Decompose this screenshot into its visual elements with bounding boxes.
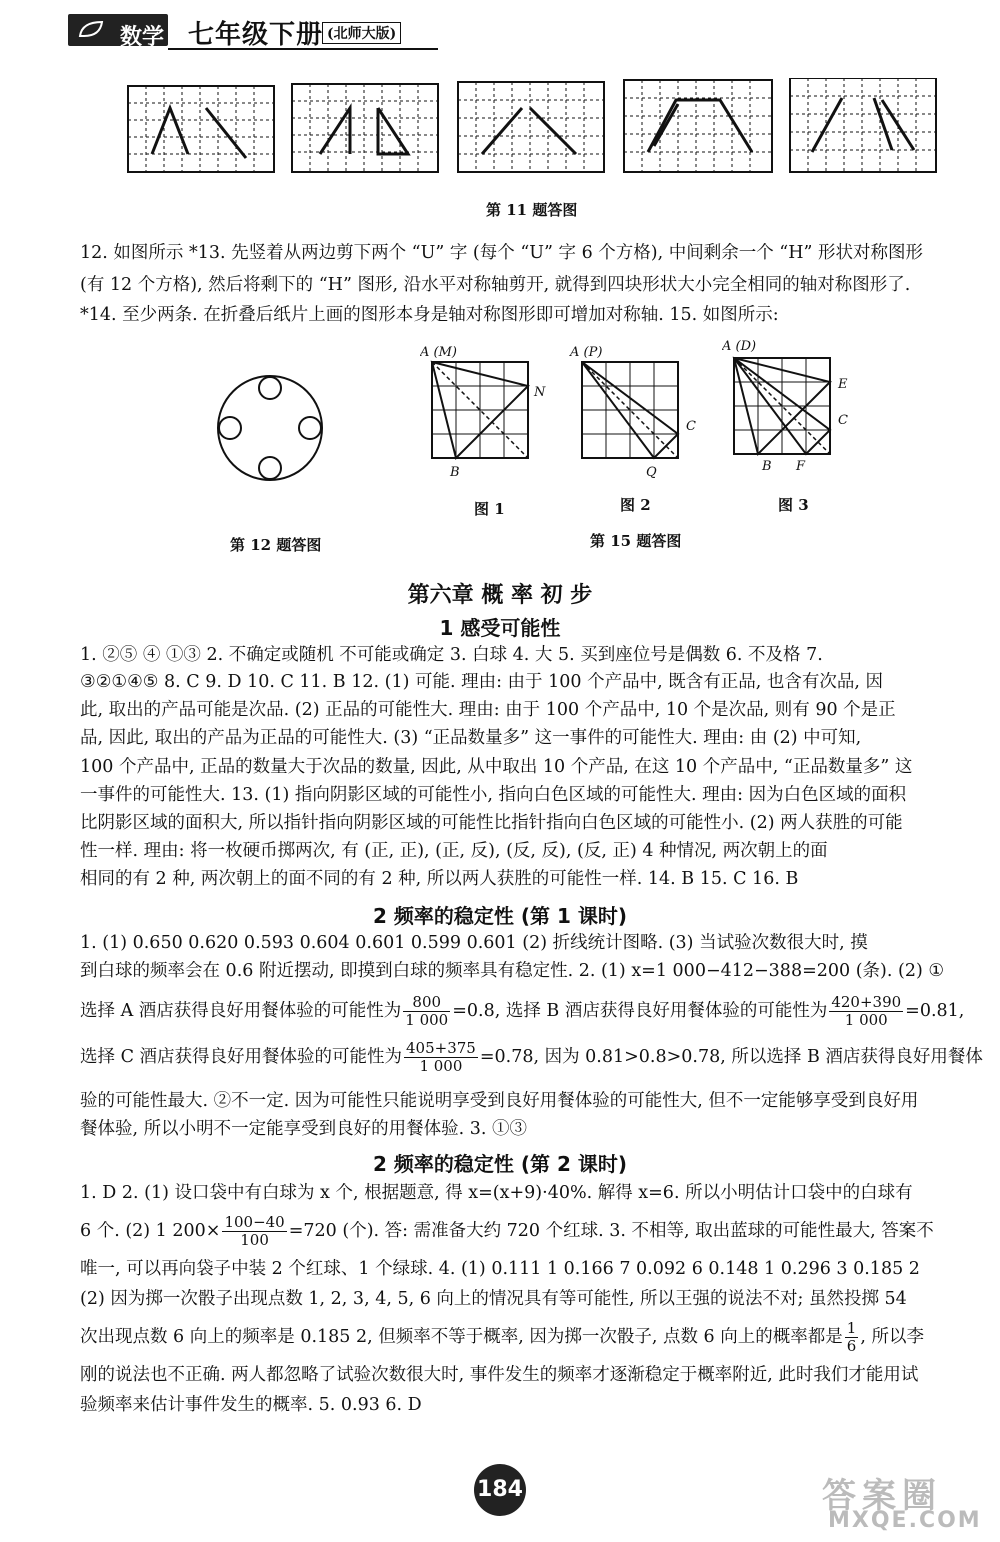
sec1-line-7: 比阴影区域的面积大, 所以指针指向阴影区域的可能性比指针指向白色区域的可能性小. (2) 两人获胜的可能 (80, 813, 903, 833)
fraction-100-40: $\frac{100-40}{100}$ (224, 1213, 285, 1249)
grid-panel-3 (458, 82, 604, 172)
q12-13-line1: 12. 如图所示 *13. 先竖着从两边剪下两个 “U” 字 (每个 “U” 字 6 个方格), 中间剩余一个 “H” 形状对称图形 (80, 243, 924, 263)
sec1-line-9: 相同的有 2 种, 两次朝上的面不同的有 2 种, 所以两人获胜的可能性一样. 14. B 15. C 16. B (80, 869, 799, 889)
fig3-label-e: E (838, 377, 848, 392)
page-header (60, 4, 430, 60)
sec2a-line-6: 餐体验, 所以小明不一定能享受到良好的用餐体验. 3. ①③ (80, 1119, 528, 1139)
page-number: 184 (474, 1464, 526, 1516)
header-title: 七年级下册 (188, 20, 324, 50)
chapter-title: 第六章 概 率 初 步 (407, 583, 593, 608)
fig3-label-b: B (762, 459, 772, 474)
grid-panel-2 (292, 84, 438, 172)
fig3-label-a: A (D) (722, 339, 757, 354)
sec1-line-1: 1. ②⑤ ④ ①③ 2. 不确定或随机 不可能或确定 3. 白球 4. 大 5. 买到座位号是偶数 6. 不及格 7. (80, 645, 823, 665)
q12-13-line2: (有 12 个方格), 然后将剩下的 “H” 图形, 沿水平对称轴剪开, 就得到四块形状大小完全相同的轴对称图形了. (80, 275, 911, 295)
fig3-label-c: C (838, 413, 848, 428)
sec1-line-8: 性一样. 理由: 将一枚硬币掷两次, 有 (正, 正), (正, 反), (反, 反), (反, 正) 4 种情况, 两次朝上的面 (80, 841, 828, 861)
sec2b-line-1: 1. D 2. (1) 设口袋中有白球为 x 个, 根据题意, 得 x=(x+9)·40%. 解得 x=6. 所以小明估计口袋中的白球有 (80, 1183, 913, 1203)
sec2a-line-2: 到白球的频率会在 0.6 附近摆动, 即摸到白球的频率具有稳定性. 2. (1) x=1 000−412−388=200 (条). (2) ① (80, 961, 945, 981)
fig12-caption: 第 12 题答图 (230, 536, 322, 554)
section2a-title: 2 频率的稳定性 (第 1 课时) (373, 904, 627, 928)
fig15-figure2 (568, 340, 703, 490)
watermark-en: MXQE.COM (828, 1508, 982, 1533)
fig15-sub-3: 图 3 (778, 496, 809, 514)
grid-panel-1 (128, 86, 274, 172)
sec2a-line-4: 选择 C 酒店获得良好用餐体验的可能性为 $\frac{405+375}{1 000}$ =0.78, 因为 0.81>0.8>0.78, 所以选择 B 酒店获得良好用餐体 (80, 1039, 983, 1075)
sec2a-line-5: 验的可能性最大. ②不一定. 因为可能性只能说明享受到良好用餐体验的可能性大, 但不一定能够享受到良好用 (80, 1091, 919, 1111)
fraction-405-375: $\frac{405+375}{1 000}$ (406, 1039, 476, 1075)
fig15-sub-2: 图 2 (620, 496, 651, 514)
leaf-icon (78, 20, 106, 40)
fig15-figure1 (420, 340, 555, 490)
sec2b-line-7: 验频率来估计事件发生的概率. 5. 0.93 6. D (80, 1395, 422, 1415)
fig2-label-q: Q (646, 465, 657, 480)
header-subject: 数学 (120, 24, 165, 50)
fraction-1-6: $\frac{1}{6}$ (846, 1319, 857, 1355)
sec1-line-5: 100 个产品中, 正品的数量大于次品的数量, 因此, 从中取出 10 个产品, 在这 10 个产品中, “正品数量多” 这 (80, 757, 913, 777)
sec2b-line-2: 6 个. (2) 1 200× $\frac{100-40}{100}$ =720 (个). 答: 需准备大约 720 个红球. 3. 不相等, 取出蓝球的可能性最大, 答案不 (80, 1213, 934, 1249)
fraction-420-390: $\frac{420+390}{1 000}$ (831, 993, 902, 1029)
sec2b-line-5: 次出现点数 6 向上的频率是 0.185 2, 但频率不等于概率, 因为掷一次骰子, 点数 6 向上的概率都是 $\frac{1}{6}$ , 所以李 (80, 1319, 924, 1355)
fig15-caption: 第 15 题答图 (590, 532, 682, 550)
header-rule (168, 48, 438, 50)
sec2b-line-4: (2) 因为掷一次骰子出现点数 1, 2, 3, 4, 5, 6 向上的情况具有等可能性, 所以王强的说法不对; 虽然投掷 54 (80, 1289, 907, 1309)
fig1-label-n: N (534, 385, 546, 400)
header-edition: (北师大版) (322, 22, 401, 44)
sec1-line-3: 此, 取出的产品可能是次品. (2) 正品的可能性大. 理由: 由于 100 个产品中, 10 个是次品, 则有 90 个是正 (80, 700, 896, 720)
watermark-cn: 答案圈 (822, 1476, 942, 1516)
section1-title: 1 感受可能性 (439, 616, 561, 640)
grid-panel-4 (624, 80, 772, 172)
fig11-grids (120, 78, 940, 193)
fig2-label-c: C (686, 419, 696, 434)
fig15-figure3 (722, 332, 862, 482)
q14-15-line: *14. 至少两条. 在折叠后纸片上画的图形本身是轴对称图形即可增加对称轴. 15. 如图所示: (80, 305, 779, 325)
fig1-label-a: A (M) (420, 345, 457, 360)
sec1-line-2: ③②①④⑤ 8. C 9. D 10. C 11. B 12. (1) 可能. 理由: 由于 100 个产品中, 既含有正品, 也含有次品, 因 (80, 672, 883, 692)
sec2a-line-1: 1. (1) 0.650 0.620 0.593 0.604 0.601 0.599 0.601 (2) 折线统计图略. (3) 当试验次数很大时, 摸 (80, 933, 868, 953)
fig3-label-f: F (796, 459, 806, 474)
grid-panel-5 (790, 78, 936, 172)
sec2a-line-3: 选择 A 酒店获得良好用餐体验的可能性为 $\frac{800}{1 000}$ =0.8, 选择 B 酒店获得良好用餐体验的可能性为 $\frac{420+390}{1 000}$ =0.81, (80, 993, 965, 1029)
sec1-line-6: 一事件的可能性大. 13. (1) 指向阴影区域的可能性小, 指向白色区域的可能性大. 理由: 因为白色区域的面积 (80, 785, 907, 805)
section2b-title: 2 频率的稳定性 (第 2 课时) (373, 1152, 627, 1176)
fig11-caption: 第 11 题答图 (486, 201, 578, 219)
fraction-800: $\frac{800}{1 000}$ (405, 993, 449, 1029)
fig1-label-b: B (450, 465, 460, 480)
sec2b-line-3: 唯一, 可以再向袋子中装 2 个红球、1 个绿球. 4. (1) 0.111 1 0.166 7 0.092 6 0.148 1 0.296 3 0.185 2 (80, 1259, 920, 1279)
fig12-circle (210, 368, 330, 488)
sec2b-line-6: 刚的说法也不正确. 两人都忽略了试验次数很大时, 事件发生的频率才逐渐稳定于概率附近, 此时我们才能用试 (80, 1365, 919, 1385)
fig15-sub-1: 图 1 (474, 500, 505, 518)
fig2-label-a: A (P) (570, 345, 603, 360)
sec1-line-4: 品, 因此, 取出的产品为正品的可能性大. (3) “正品数量多” 这一事件的可能性大. 理由: 由 (2) 中可知, (80, 728, 862, 748)
watermark (812, 1468, 992, 1534)
header-subject-badge (68, 14, 168, 50)
